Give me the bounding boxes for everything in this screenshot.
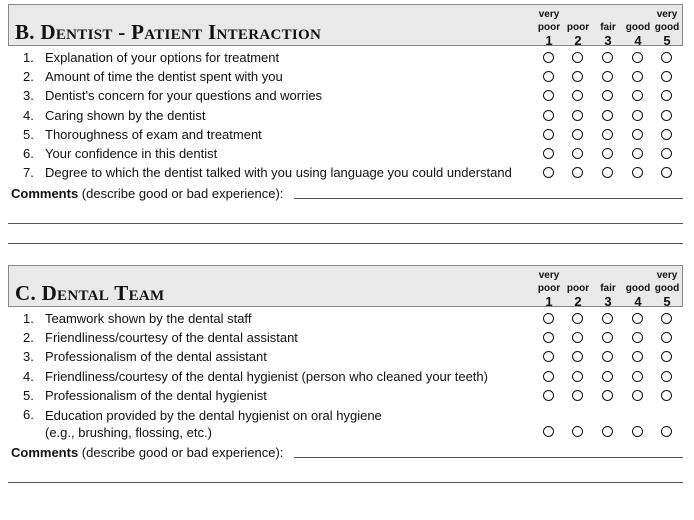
section-title: C. Dental Team xyxy=(15,281,165,305)
rating-radio-5[interactable] xyxy=(661,371,672,382)
question-text xyxy=(45,50,539,65)
question-number: 6. xyxy=(23,145,34,161)
rating-radio-2[interactable] xyxy=(572,426,583,437)
question-row xyxy=(8,163,683,182)
question-row xyxy=(8,309,683,328)
rating-radio-4[interactable] xyxy=(632,351,643,362)
rating-radio-2[interactable] xyxy=(572,332,583,343)
question-number: 5. xyxy=(23,387,34,403)
question-number: 5. xyxy=(23,126,34,142)
rating-radio-3[interactable] xyxy=(602,110,613,121)
rating-radio-3[interactable] xyxy=(602,71,613,82)
comments-label: Comments (describe good or bad experience): xyxy=(11,186,284,202)
question-number: 1. xyxy=(23,50,34,65)
question-number: 7. xyxy=(23,165,34,181)
rating-radio-5[interactable] xyxy=(661,313,672,324)
question-text xyxy=(45,108,539,123)
question-text-label: Dentist's concern for your questions and worries xyxy=(45,88,323,104)
rating-radio-5[interactable] xyxy=(661,90,672,101)
rating-radio-3[interactable] xyxy=(602,351,613,362)
section-title: B. Dentist - Patient Interaction xyxy=(15,20,322,44)
question-row xyxy=(8,48,683,67)
question-text-line: (e.g., brushing, flossing, etc.) xyxy=(45,424,212,440)
question-text-label: Caring shown by the dentist xyxy=(45,107,206,123)
comments-line[interactable] xyxy=(294,198,683,199)
question-text-line: Education provided by the dental hygienist on oral hygiene xyxy=(45,407,539,424)
rating-radio-3[interactable] xyxy=(602,332,613,343)
question-row xyxy=(8,125,683,144)
rating-radio-4[interactable] xyxy=(632,426,643,437)
section-dentist-patient-interaction xyxy=(8,4,683,244)
rating-radio-5[interactable] xyxy=(661,110,672,121)
question-text xyxy=(45,330,539,345)
comments-line[interactable] xyxy=(8,224,683,244)
rating-radio-5[interactable] xyxy=(661,351,672,362)
question-text xyxy=(45,127,539,142)
rating-radio-4[interactable] xyxy=(632,390,643,401)
question-row xyxy=(8,367,683,386)
rating-radio-5[interactable] xyxy=(661,426,672,437)
rating-radio-2[interactable] xyxy=(572,52,583,63)
question-text-label: Professionalism of the dental assistant xyxy=(45,349,267,365)
question-text xyxy=(45,407,539,441)
scale-number: 4 xyxy=(634,33,642,48)
scale-label: fair xyxy=(600,22,616,33)
question-text-label: Friendliness/courtesy of the dental assistant xyxy=(45,330,298,346)
rating-radio-3[interactable] xyxy=(602,90,613,101)
scale-number: 3 xyxy=(604,294,612,309)
question-list xyxy=(8,309,683,441)
scale-label: very poor xyxy=(537,270,561,294)
rating-radio-5[interactable] xyxy=(661,332,672,343)
rating-radio-3[interactable] xyxy=(602,426,613,437)
rating-radio-5[interactable] xyxy=(661,167,672,178)
rating-radio-1[interactable] xyxy=(543,90,554,101)
question-row xyxy=(8,106,683,125)
rating-radio-3[interactable] xyxy=(602,371,613,382)
question-row xyxy=(8,347,683,366)
rating-radio-1[interactable] xyxy=(543,129,554,140)
rating-radio-2[interactable] xyxy=(572,71,583,82)
rating-radio-1[interactable] xyxy=(543,148,554,159)
question-row xyxy=(8,144,683,163)
section-header xyxy=(8,265,683,307)
rating-radio-4[interactable] xyxy=(632,148,643,159)
rating-radio-2[interactable] xyxy=(572,371,583,382)
question-row xyxy=(8,328,683,347)
scale-label: good xyxy=(625,283,651,294)
rating-radio-4[interactable] xyxy=(632,90,643,101)
question-text-label: Degree to which the dentist talked with you using language you could understand xyxy=(45,165,512,181)
rating-radio-1[interactable] xyxy=(543,52,554,63)
rating-radio-1[interactable] xyxy=(543,110,554,121)
rating-radio-2[interactable] xyxy=(572,313,583,324)
comments-line[interactable] xyxy=(294,457,683,458)
rating-radio-4[interactable] xyxy=(632,52,643,63)
question-number: 6. xyxy=(23,406,34,422)
question-text xyxy=(45,165,539,180)
scale-number: 1 xyxy=(545,294,553,309)
question-text-label: Professionalism of the dental hygienist xyxy=(45,387,267,403)
question-number: 2. xyxy=(23,330,34,346)
rating-radio-5[interactable] xyxy=(661,52,672,63)
comments-line[interactable] xyxy=(8,204,683,224)
scale-number: 3 xyxy=(604,33,612,48)
rating-radio-3[interactable] xyxy=(602,167,613,178)
rating-radio-4[interactable] xyxy=(632,167,643,178)
scale-number: 5 xyxy=(663,294,671,309)
question-number: 3. xyxy=(23,88,34,104)
comments-label: Comments (describe good or bad experience): xyxy=(11,444,284,460)
rating-radio-3[interactable] xyxy=(602,129,613,140)
scale-label: very good xyxy=(654,270,680,294)
question-row xyxy=(8,67,683,86)
rating-radio-3[interactable] xyxy=(602,148,613,159)
question-row xyxy=(8,86,683,105)
rating-radio-3[interactable] xyxy=(602,52,613,63)
rating-radio-4[interactable] xyxy=(632,110,643,121)
rating-radio-5[interactable] xyxy=(661,129,672,140)
rating-radio-2[interactable] xyxy=(572,90,583,101)
rating-radio-1[interactable] xyxy=(543,351,554,362)
scale-number: 5 xyxy=(663,33,671,48)
question-number: 4. xyxy=(23,107,34,123)
rating-radio-2[interactable] xyxy=(572,129,583,140)
rating-radio-4[interactable] xyxy=(632,313,643,324)
rating-radio-1[interactable] xyxy=(543,426,554,437)
question-number: 2. xyxy=(23,69,34,85)
scale-label: poor xyxy=(566,283,590,294)
scale-label: fair xyxy=(600,283,616,294)
rating-radio-1[interactable] xyxy=(543,167,554,178)
rating-radio-1[interactable] xyxy=(543,390,554,401)
question-text xyxy=(45,349,539,364)
section-header xyxy=(8,4,683,46)
rating-radio-4[interactable] xyxy=(632,371,643,382)
rating-radio-1[interactable] xyxy=(543,371,554,382)
question-text xyxy=(45,311,539,326)
question-number: 3. xyxy=(23,349,34,365)
question-text-label: Explanation of your options for treatment xyxy=(45,50,280,65)
question-text xyxy=(45,88,539,103)
question-text xyxy=(45,146,539,161)
rating-radio-2[interactable] xyxy=(572,148,583,159)
rating-radio-2[interactable] xyxy=(572,110,583,121)
question-row xyxy=(8,386,683,405)
question-text-label: Amount of time the dentist spent with you xyxy=(45,69,283,85)
section-dental-team xyxy=(8,265,683,483)
question-text-label: Teamwork shown by the dental staff xyxy=(45,311,252,326)
rating-radio-4[interactable] xyxy=(632,71,643,82)
question-text-label: Friendliness/courtesy of the dental hygienist (person who cleaned your teeth) xyxy=(45,368,488,384)
rating-radio-2[interactable] xyxy=(572,167,583,178)
question-text-label: Thoroughness of exam and treatment xyxy=(45,126,262,142)
scale-header-5 xyxy=(652,5,682,47)
rating-radio-5[interactable] xyxy=(661,390,672,401)
scale-header-5 xyxy=(652,266,682,308)
scale-label: very good xyxy=(654,9,680,33)
question-number: 4. xyxy=(23,368,34,384)
rating-radio-3[interactable] xyxy=(602,390,613,401)
question-list xyxy=(8,48,683,182)
scale-label: poor xyxy=(566,22,590,33)
comments-field[interactable] xyxy=(8,182,683,204)
scale-label: very poor xyxy=(537,9,561,33)
comments-line[interactable] xyxy=(8,463,683,483)
question-text-label: Your confidence in this dentist xyxy=(45,145,218,161)
scale-label: good xyxy=(625,22,651,33)
question-text xyxy=(45,369,539,384)
rating-radio-5[interactable] xyxy=(661,71,672,82)
rating-radio-2[interactable] xyxy=(572,351,583,362)
rating-radio-1[interactable] xyxy=(543,71,554,82)
rating-radio-4[interactable] xyxy=(632,129,643,140)
rating-radio-3[interactable] xyxy=(602,313,613,324)
rating-radio-2[interactable] xyxy=(572,390,583,401)
scale-number: 1 xyxy=(545,33,553,48)
question-text xyxy=(45,69,539,84)
rating-radio-1[interactable] xyxy=(543,332,554,343)
comments-field[interactable] xyxy=(8,441,683,463)
question-row xyxy=(8,405,683,441)
rating-radio-5[interactable] xyxy=(661,148,672,159)
scale-number: 2 xyxy=(574,33,582,48)
question-number: 1. xyxy=(23,311,34,326)
scale-number: 2 xyxy=(574,294,582,309)
rating-radio-1[interactable] xyxy=(543,313,554,324)
scale-number: 4 xyxy=(634,294,642,309)
question-text xyxy=(45,388,539,403)
rating-radio-4[interactable] xyxy=(632,332,643,343)
